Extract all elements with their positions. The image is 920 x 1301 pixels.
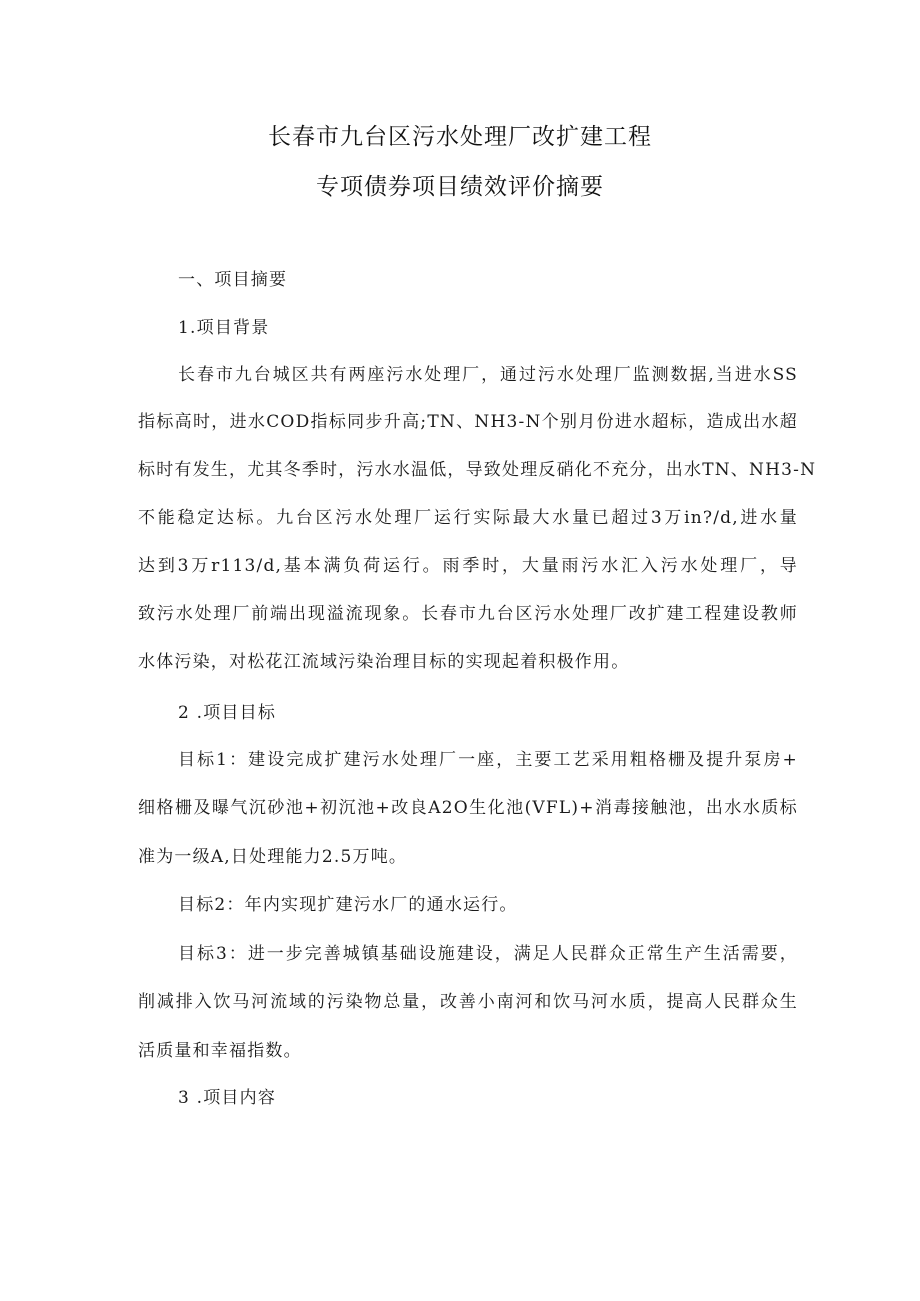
background-paragraph-line: 指标高时，进水COD指标同步升高;TN、NH3-N个别月份进水超标，造成出水超 [138, 412, 798, 432]
document-title-line1: 长春市九台区污水处理厂改扩建工程 [268, 124, 652, 150]
section1-heading: 一、项目摘要 [178, 270, 288, 290]
background-paragraph-line: 不能稳定达标。九台区污水处理厂运行实际最大水量已超过3万in?/d,进水量 [138, 508, 798, 528]
background-paragraph-line: 标时有发生，尤其冬季时，污水水温低，导致处理反硝化不充分，出水TN、NH3-N [138, 460, 817, 480]
sub1-heading: 1.项目背景 [178, 318, 270, 338]
background-paragraph-line: 水体污染，对松花江流域污染治理目标的实现起着积极作用。 [138, 652, 630, 672]
goal1-line: 准为一级A,日处理能力2.5万吨。 [138, 847, 408, 867]
sub2-heading: 2 .项目目标 [178, 703, 277, 723]
goal2-line: 目标2：年内实现扩建污水厂的通水运行。 [178, 895, 518, 915]
background-paragraph-line: 达到3万r113/d,基本满负荷运行。雨季时，大量雨污水汇入污水处理厂，导 [138, 556, 798, 576]
goal1-line: 目标1：建设完成扩建污水处理厂一座，主要工艺采用粗格栅及提升泵房+ [178, 750, 798, 770]
background-paragraph-line: 长春市九台城区共有两座污水处理厂，通过污水处理厂监测数据,当进水SS [178, 365, 798, 385]
background-paragraph-line: 致污水处理厂前端出现溢流现象。长春市九台区污水处理厂改扩建工程建设教师 [138, 604, 798, 624]
goal3-line: 目标3：进一步完善城镇基础设施建设，满足人民群众正常生产生活需要， [178, 944, 798, 964]
document-title-line2: 专项债券项目绩效评价摘要 [316, 174, 604, 200]
sub3-heading: 3 .项目内容 [178, 1088, 277, 1108]
goal1-line: 细格栅及曝气沉砂池+初沉池+改良A2O生化池(VFL)+消毒接触池，出水水质标 [138, 798, 798, 818]
goal3-line: 削减排入饮马河流域的污染物总量，改善小南河和饮马河水质，提高人民群众生 [138, 992, 798, 1012]
goal3-line: 活质量和幸福指数。 [138, 1041, 302, 1061]
